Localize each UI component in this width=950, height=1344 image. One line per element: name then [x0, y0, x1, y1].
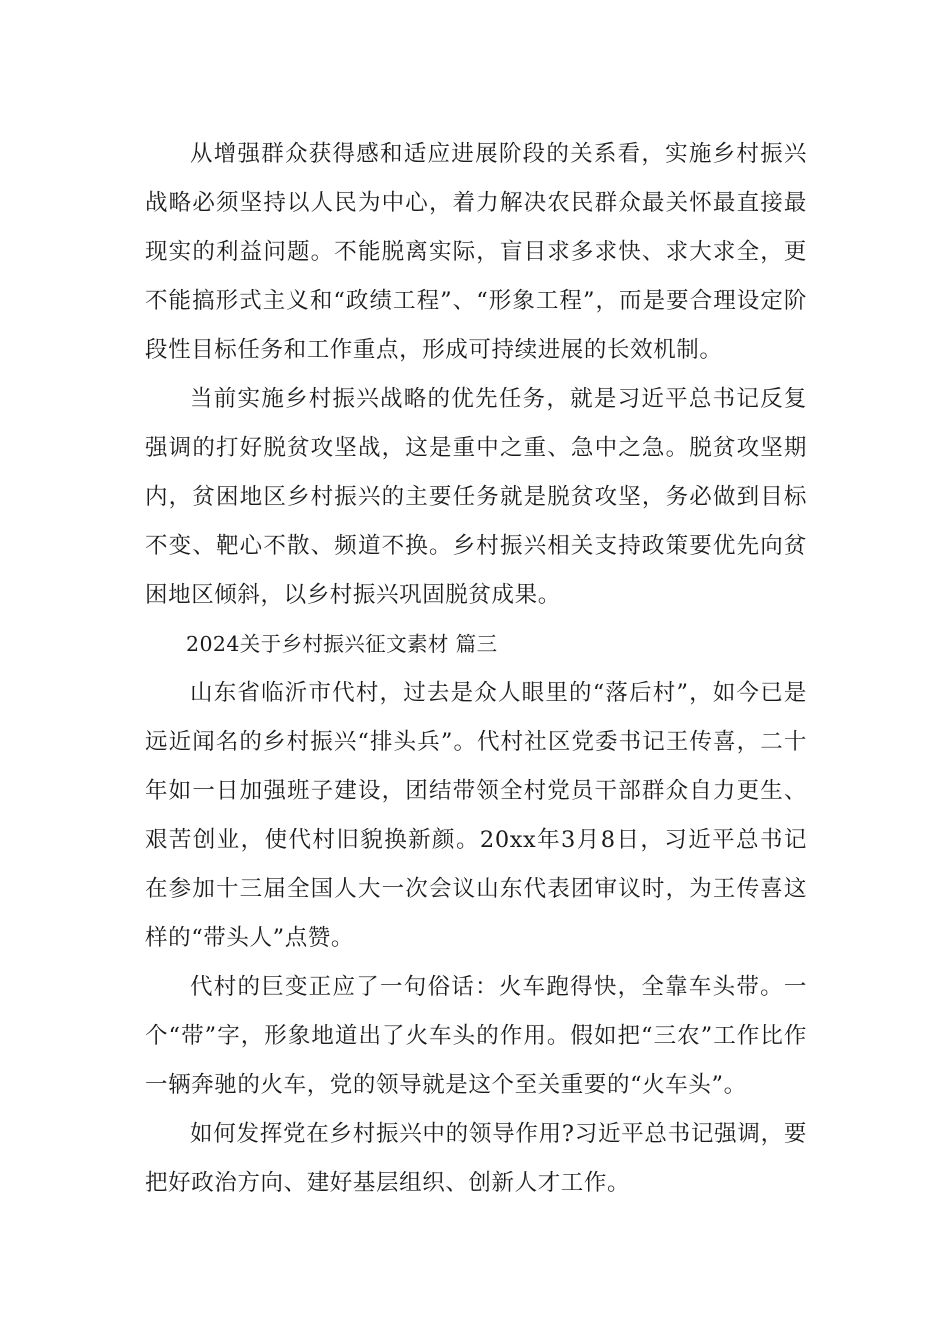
paragraph-4: 代村的巨变正应了一句俗话：火车跑得快，全靠车头带。一个“带”字，形象地道出了火车头的作用。假如把“三农”工作比作一辆奔驰的火车，党的领导就是这个至关重要的“火车头”。	[145, 974, 807, 1098]
paragraph-5: 如何发挥党在乡村振兴中的领导作用?习近平总书记强调，要把好政治方向、建好基层组织、创新人才工作。	[145, 1121, 807, 1196]
paragraph-2: 当前实施乡村振兴战略的优先任务，就是习近平总书记反复强调的打好脱贫攻坚战，这是重中之重、急中之急。脱贫攻坚期内，贫困地区乡村振兴的主要任务就是脱贫攻坚，务必做到目标不变、靶心不散、频道不换。乡村振兴相关支持政策要优先向贫困地区倾斜，以乡村振兴巩固脱贫成果。	[145, 386, 807, 608]
paragraph-3: 山东省临沂市代村，过去是众人眼里的“落后村”，如今已是远近闻名的乡村振兴“排头兵”。代村社区党委书记王传喜，二十年如一日加强班子建设，团结带领全村党员干部群众自力更生、艰苦创业，使代村旧貌换新颜。20xx年3月8日，习近平总书记在参加十三届全国人大一次会议山东代表团审议时，为王传喜这样的“带头人”点赞。	[145, 680, 807, 951]
paragraph-1: 从增强群众获得感和适应进展阶段的关系看，实施乡村振兴战略必须坚持以人民为中心，着力解决农民群众最关怀最直接最现实的利益问题。不能脱离实际，盲目求多求快、求大求全，更不能搞形式主义和“政绩工程”、“形象工程”，而是要合理设定阶段性目标任务和工作重点，形成可持续进展的长效机制。	[145, 141, 807, 363]
document-body	[145, 130, 807, 1208]
section-heading: 2024关于乡村振兴征文素材 篇三	[186, 632, 498, 656]
